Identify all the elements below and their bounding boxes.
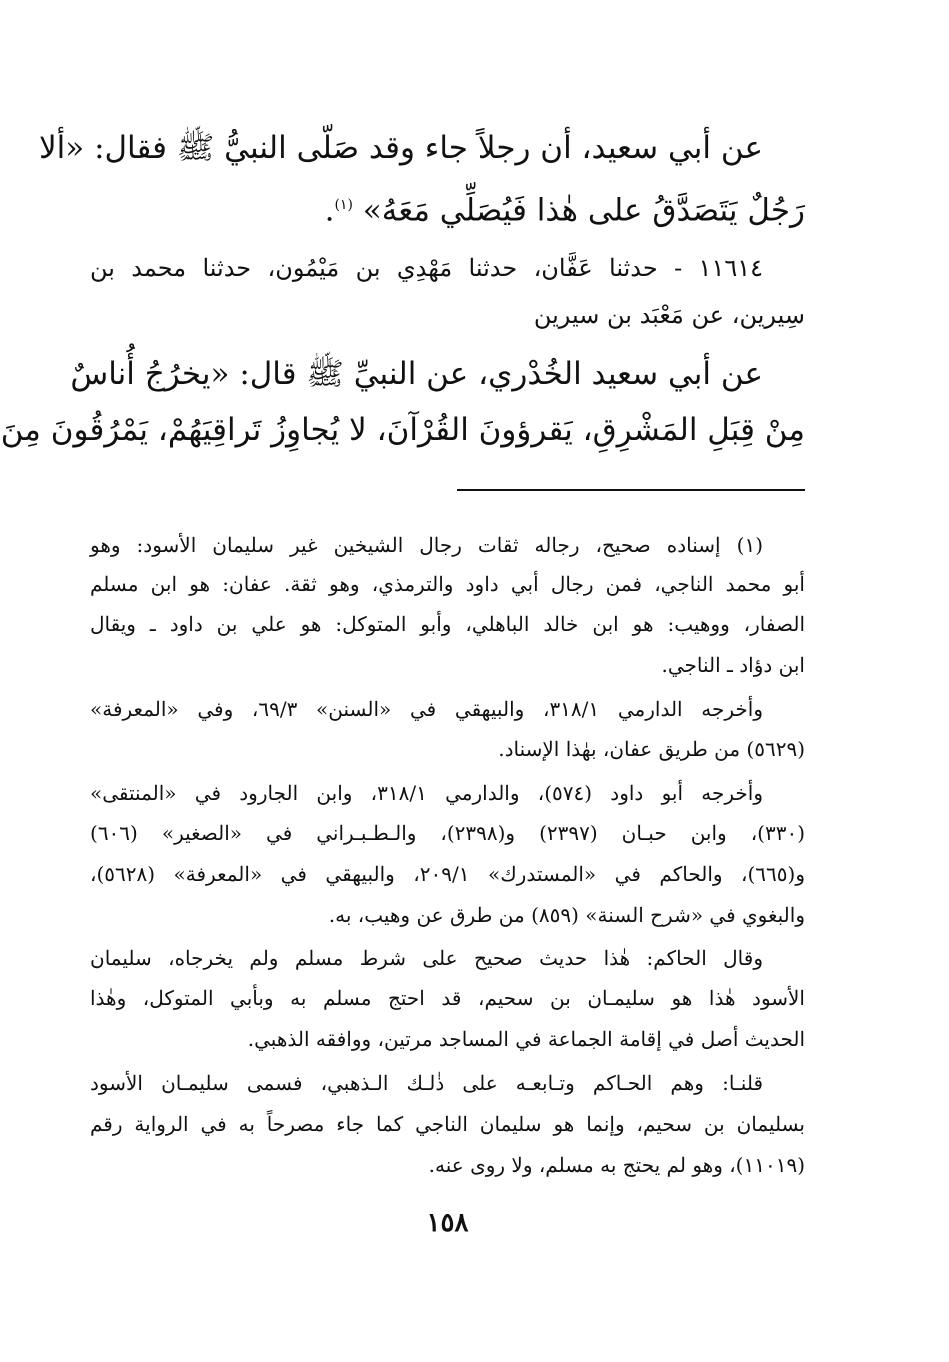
hadith-line: عن أبي سعيد، أن رجلاً جاء وقد صَلّى النبيُّ ﷺ فقال: «ألا	[38, 130, 763, 166]
hadith-line	[90, 185, 805, 229]
page-number: ١٥٨	[426, 1208, 469, 1238]
footnote-line: ابن دؤاد ـ الناجي.	[661, 653, 805, 677]
footnote-line: وقال الحاكم: هٰذا حديث صحيح على شرط مسلم ولم يخرجاه، سليمان	[90, 946, 763, 970]
footnote-line: (١) إسناده صحيح، رجاله ثقات رجال الشيخين غير سليمان الأسود: وهو	[90, 533, 763, 557]
footnote-divider	[457, 489, 805, 491]
footnote-line: (١١٠١٩)، وهو لم يحتج به مسلم، ولا روى عنه.	[428, 1153, 805, 1177]
hadith-chain-line: سِيرين، عن مَعْبَد بن سيرين	[533, 301, 805, 329]
sentence-end: .	[324, 192, 335, 229]
footnote-line: والبغوي في «شرح السنة» (٨٥٩) من طرق عن وهيب، به.	[328, 903, 805, 927]
footnote-line: وأخرجه الدارمي ٣١٨/١، والبيهقي في «السنن» ٦٩/٣، وفي «المعرفة»	[90, 697, 763, 721]
footnote-reference: (١)	[334, 197, 353, 213]
footnote-line: الحديث أصل في إقامة الجماعة في المساجد مرتين، ووافقه الذهبي.	[247, 1027, 805, 1051]
hadith-line: مِنْ قِبَلِ المَشْرِقِ، يَقرؤونَ القُرْآنَ، لا يُجاوِزُ تَراقِيَهُمْ، يَمْرُقُونَ مِنَ	[0, 412, 805, 448]
hadith-line: عن أبي سعيد الخُدْري، عن النبيِّ ﷺ قال: «يخرُجُ أُناسٌ	[70, 356, 763, 392]
footnote-line: (٣٣٠)، وابن حبـان (٢٣٩٧) و(٢٣٩٨)، والـطـبـراني في «الصغير» (٦٠٦)	[90, 821, 805, 845]
footnote-line: أبو محمد الناجي، فمن رجال أبي داود والترمذي، وهو ثقة. عفان: هو ابن مسلم	[90, 572, 805, 596]
hadith-chain-line: ١١٦١٤ - حدثنا عَفَّان، حدثنا مَهْدِي بن مَيْمُون، حدثنا محمد بن	[90, 254, 763, 282]
footnote-line: الأسود هٰذا هو سليمـان بن سحيم، قد احتج مسلم به وبأبي المتوكل، وهٰذا	[90, 986, 805, 1010]
footnote-line: وأخرجه أبو داود (٥٧٤)، والدارمي ٣١٨/١، وابن الجارود في «المنتقى»	[90, 781, 763, 805]
footnote-line: قلنـا: وهم الحـاكم وتـابعـه على ذٰلـك الـذهبي، فسمى سليمـان الأسود	[90, 1071, 763, 1095]
footnote-line: (٥٦٢٩) من طريق عفان، بهٰذا الإسناد.	[498, 737, 805, 761]
hadith-text: رَجُلٌ يَتَصَدَّقُ على هٰذا فَيُصَلِّي مَعَهُ»	[362, 192, 805, 229]
footnote-line: و(٦٦٥)، والحاكم في «المستدرك» ٢٠٩/١، والبيهقي في «المعرفة» (٥٦٢٨)،	[90, 862, 805, 886]
footnote-line: بسليمان بن سحيم، وإنما هو سليمان الناجي كما جاء مصرحاً به في الرواية رقم	[90, 1112, 805, 1136]
footnote-line: الصفار، ووهيب: هو ابن خالد الباهلي، وأبو المتوكل: هو علي بن داود ـ ويقال	[90, 612, 805, 636]
